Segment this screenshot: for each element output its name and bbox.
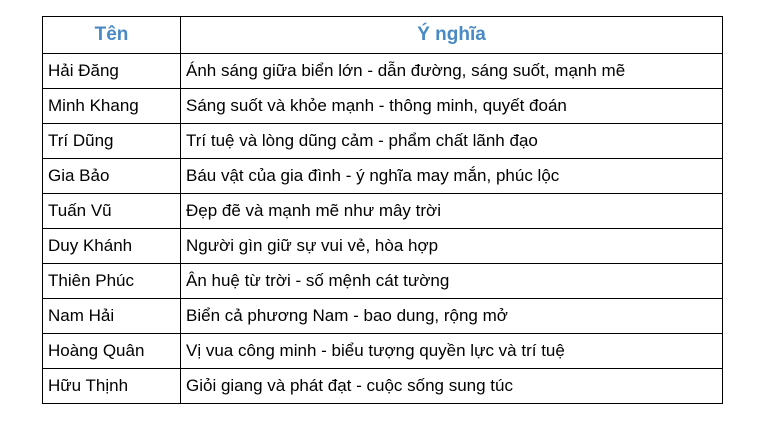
table-row xyxy=(43,334,723,369)
header-name: Tên xyxy=(43,17,181,54)
name-cell: Duy Khánh xyxy=(43,229,181,264)
names-table xyxy=(42,16,723,404)
table-row xyxy=(43,89,723,124)
table-row xyxy=(43,299,723,334)
meaning-cell: Ánh sáng giữa biển lớn - dẫn đường, sáng suốt, mạnh mẽ xyxy=(181,54,723,89)
header-row xyxy=(43,17,723,54)
table-row xyxy=(43,159,723,194)
name-cell: Thiên Phúc xyxy=(43,264,181,299)
name-cell: Hoàng Quân xyxy=(43,334,181,369)
meaning-cell: Sáng suốt và khỏe mạnh - thông minh, quyết đoán xyxy=(181,89,723,124)
table-header xyxy=(43,17,723,54)
table-row xyxy=(43,229,723,264)
meaning-cell: Trí tuệ và lòng dũng cảm - phẩm chất lãnh đạo xyxy=(181,124,723,159)
name-cell: Trí Dũng xyxy=(43,124,181,159)
name-cell: Minh Khang xyxy=(43,89,181,124)
table-row xyxy=(43,124,723,159)
meaning-cell: Đẹp đẽ và mạnh mẽ như mây trời xyxy=(181,194,723,229)
meaning-cell: Biển cả phương Nam - bao dung, rộng mở xyxy=(181,299,723,334)
meaning-cell: Ân huệ từ trời - số mệnh cát tường xyxy=(181,264,723,299)
meaning-cell: Giỏi giang và phát đạt - cuộc sống sung túc xyxy=(181,369,723,404)
name-cell: Hữu Thịnh xyxy=(43,369,181,404)
table-row xyxy=(43,54,723,89)
header-meaning: Ý nghĩa xyxy=(181,17,723,54)
name-cell: Gia Bảo xyxy=(43,159,181,194)
name-cell: Hải Đăng xyxy=(43,54,181,89)
name-cell: Nam Hải xyxy=(43,299,181,334)
meaning-cell: Người gìn giữ sự vui vẻ, hòa hợp xyxy=(181,229,723,264)
table-body xyxy=(43,54,723,404)
table-row xyxy=(43,264,723,299)
meaning-cell: Báu vật của gia đình - ý nghĩa may mắn, phúc lộc xyxy=(181,159,723,194)
table-row xyxy=(43,369,723,404)
name-cell: Tuấn Vũ xyxy=(43,194,181,229)
meaning-cell: Vị vua công minh - biểu tượng quyền lực và trí tuệ xyxy=(181,334,723,369)
table-row xyxy=(43,194,723,229)
